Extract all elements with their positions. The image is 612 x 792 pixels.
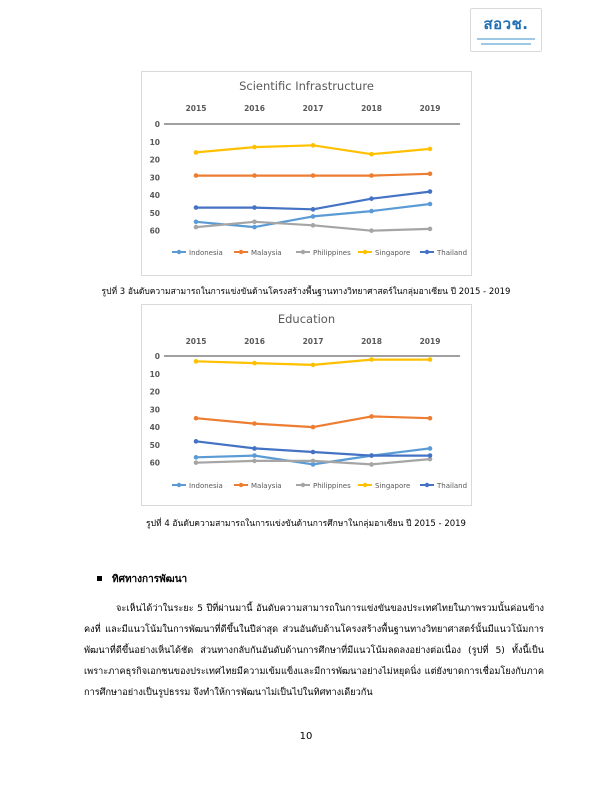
x-tick-label: 2015 xyxy=(185,337,207,346)
legend-label: Singapore xyxy=(375,482,411,490)
data-point xyxy=(369,453,374,458)
data-point xyxy=(252,225,257,230)
logo-subtitle-line xyxy=(481,43,531,45)
data-point xyxy=(194,460,199,465)
data-point xyxy=(194,359,199,364)
x-tick-label: 2017 xyxy=(302,104,324,113)
y-tick-label: 30 xyxy=(149,405,160,415)
y-tick-label: 60 xyxy=(149,226,160,236)
legend-label: Indonesia xyxy=(189,482,223,490)
legend-marker xyxy=(177,483,181,487)
scientific-infrastructure-chart xyxy=(141,71,472,276)
data-point xyxy=(428,453,433,458)
data-point xyxy=(252,173,257,178)
series-line xyxy=(196,192,430,210)
data-point xyxy=(428,357,433,362)
data-point xyxy=(252,453,257,458)
legend-marker xyxy=(363,483,367,487)
y-tick-label: 0 xyxy=(154,352,160,361)
legend-label: Indonesia xyxy=(189,249,223,257)
data-point xyxy=(428,416,433,421)
data-point xyxy=(194,439,199,444)
y-tick-label: 10 xyxy=(149,137,160,147)
y-tick-label: 50 xyxy=(149,440,160,450)
logo-subtitle-line xyxy=(477,38,535,40)
y-tick-label: 60 xyxy=(149,458,160,468)
data-point xyxy=(428,202,433,207)
data-point xyxy=(252,421,257,426)
data-point xyxy=(428,147,433,152)
data-point xyxy=(369,414,374,419)
legend-marker xyxy=(177,250,181,254)
data-point xyxy=(194,219,199,224)
education-chart xyxy=(141,304,472,506)
data-point xyxy=(311,459,316,464)
y-tick-label: 40 xyxy=(149,191,160,201)
legend-label: Thailand xyxy=(437,482,468,490)
data-point xyxy=(311,450,316,455)
data-point xyxy=(369,152,374,157)
data-point xyxy=(252,361,257,366)
data-point xyxy=(194,150,199,155)
x-tick-label: 2018 xyxy=(361,337,382,346)
legend-label: Malaysia xyxy=(251,249,282,257)
chart-svg xyxy=(142,72,471,275)
logo-text: สอวช. xyxy=(483,15,529,33)
data-point xyxy=(311,143,316,148)
x-tick-label: 2016 xyxy=(244,104,265,113)
page-number: 10 xyxy=(299,731,313,742)
data-point xyxy=(428,227,433,232)
data-point xyxy=(428,171,433,176)
data-point xyxy=(369,462,374,467)
data-point xyxy=(369,228,374,233)
data-point xyxy=(194,205,199,210)
data-point xyxy=(369,173,374,178)
legend-marker xyxy=(301,483,305,487)
x-tick-label: 2015 xyxy=(185,104,207,113)
x-tick-label: 2019 xyxy=(419,104,441,113)
legend-label: Thailand xyxy=(437,249,468,257)
data-point xyxy=(311,173,316,178)
y-tick-label: 20 xyxy=(149,155,160,165)
y-tick-label: 20 xyxy=(149,387,160,397)
chart-title: Scientific Infrastructure xyxy=(239,79,374,93)
legend-marker xyxy=(425,483,429,487)
data-point xyxy=(194,225,199,230)
x-tick-label: 2019 xyxy=(419,337,441,346)
data-point xyxy=(369,196,374,201)
data-point xyxy=(311,223,316,228)
chart-title: Education xyxy=(277,312,336,326)
data-point xyxy=(252,145,257,150)
bullet-icon xyxy=(97,576,102,581)
data-point xyxy=(311,363,316,368)
legend-label: Singapore xyxy=(375,249,411,257)
legend-marker xyxy=(239,250,243,254)
data-point xyxy=(252,446,257,451)
data-point xyxy=(194,173,199,178)
data-point xyxy=(311,207,316,212)
x-tick-label: 2017 xyxy=(302,337,324,346)
data-point xyxy=(252,219,257,224)
data-point xyxy=(252,459,257,464)
figure-caption: รูปที่ 4 อันดับความสามารถในการแข่งขันด้านการศึกษาในกลุ่มอาเซียน ปี 2015 - 2019 xyxy=(146,519,466,529)
legend-marker xyxy=(301,250,305,254)
data-point xyxy=(369,209,374,214)
legend-label: Philippines xyxy=(313,249,351,257)
data-point xyxy=(194,416,199,421)
figure-caption: รูปที่ 3 อันดับความสามารถในการแข่งขันด้านโครงสร้างพื้นฐานทางวิทยาศาสตร์ในกลุ่มอาเซียน ปี 2015 - 2019 xyxy=(101,287,511,297)
legend-label: Malaysia xyxy=(251,482,282,490)
y-tick-label: 40 xyxy=(149,423,160,433)
y-tick-label: 50 xyxy=(149,208,160,218)
legend-marker xyxy=(425,250,429,254)
legend-label: Philippines xyxy=(313,482,351,490)
y-tick-label: 10 xyxy=(149,369,160,379)
y-tick-label: 30 xyxy=(149,173,160,183)
section-heading-text: ทิศทางการพัฒนา xyxy=(112,574,188,585)
organization-logo xyxy=(470,8,542,52)
data-point xyxy=(311,425,316,430)
section-heading xyxy=(97,572,187,587)
x-tick-label: 2018 xyxy=(361,104,382,113)
x-tick-label: 2016 xyxy=(244,337,265,346)
data-point xyxy=(428,189,433,194)
data-point xyxy=(428,446,433,451)
legend-marker xyxy=(239,483,243,487)
y-tick-label: 0 xyxy=(154,120,160,129)
data-point xyxy=(252,205,257,210)
body-paragraph: จะเห็นได้ว่าในระยะ 5 ปีที่ผ่านมานี้ อันดับความสามารถในการแข่งขันของประเทศไทยในภาพรวมนั้นค่อนข้างคงที่ และมีแนวโน้มในการพัฒนาที่ดีขึ้นในปีล่าสุด ส่วนอันดับด้านโครงสร้างพื้นฐานทางวิทยาศาสตร์นั้นมีแนวโน้มการพัฒนาที่ดีขึ้นอย่างเห็นได้ชัด ส่วนทางกลับกันอันดับด้านการศึกษาที่มีแนวโน้มลดลงอย่างต่อเนื่อง (รูปที่ 5) ทั้งนี้เป็นเพราะภาคธุรกิจเอกชนของประเทศไทยมีความเข้มแข็งและมีการพัฒนาอย่างไม่หยุดนิ่ง แต่ยังขาดการเชื่อมโยงกับภาคการศึกษาอย่างเป็นรูปธรรม จึงทำให้การพัฒนาไม่เป็นไปในทิศทางเดียวกัน xyxy=(84,603,544,698)
data-point xyxy=(369,357,374,362)
data-point xyxy=(194,455,199,460)
data-point xyxy=(311,214,316,219)
chart-svg xyxy=(142,305,471,505)
legend-marker xyxy=(363,250,367,254)
